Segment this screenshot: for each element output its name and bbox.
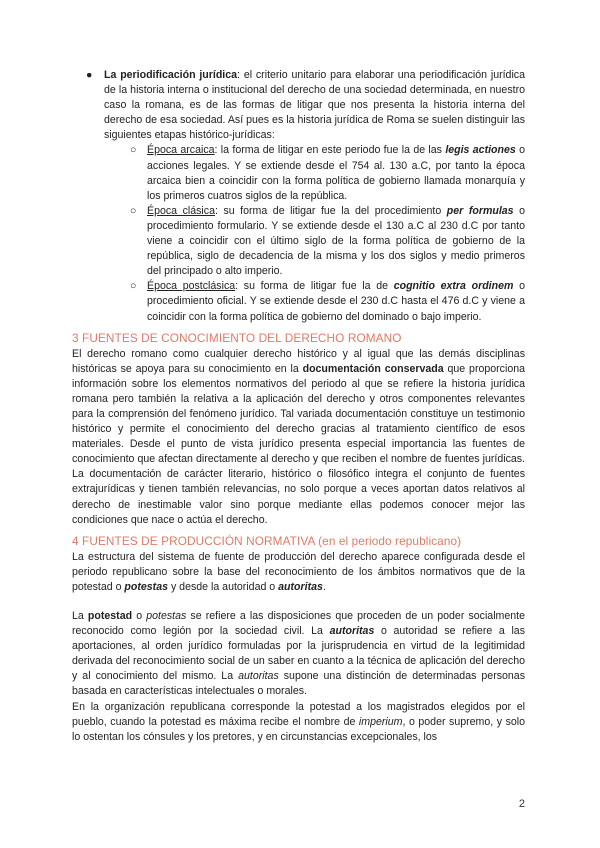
epoca-text: o procedimiento oficial. Y se extiende desde el 230 d.C hasta el 476 d.C y viene a coincidir con la forma política de gobierno del dominado o bajo imperio. (147, 280, 525, 323)
periodificacion-text: : el criterio unitario para elaborar una periodificación jurídica de la historia interna o institucional del derecho de una sociedad determinada, en nuestro caso la romana, es de las formas de litigar que nos presenta la historia interna del derecho de esa sociedad. Así pues es la historia jurídica de Roma se suelen distinguir las siguientes etapas histórico-jurídicas: (104, 69, 525, 142)
periodificacion-term: La periodificación jurídica (104, 69, 238, 81)
paragraph-gap (72, 595, 525, 609)
circle-bullet-icon: ○ (130, 144, 137, 157)
epoca-term: legis actiones (445, 144, 516, 157)
section-3-paragraph (72, 347, 525, 528)
paragraph-text: que proporciona información sobre los elementos normativos del periodo al que se refiere la historia jurídica romana pero también la relativa a la aplicación del derecho y otros componentes relevantes para la comprensión del fenómeno jurídico. Tal variada documentación constituye un testimonio histórico y permite el conocimiento del derecho gracias al tratamiento científico de esos materiales. Desde el punto de vista jurídico presenta especial importancia las fuentes de conocimiento que afectan directamente al derecho y que reciben el nombre de fuentes jurídicas. La documentación de carácter literario, histórico o filosófico integra el conjunto de fuentes extrajurídicas y tienen también relevancias, no solo porque a veces aportan datos relativos al derecho de inestimable valor sino porque mediante ellas podemos conocer mejor las condiciones que nace o actúa el derecho. (72, 362, 526, 526)
page-number: 2 (518, 798, 525, 810)
epoca-item (72, 279, 525, 324)
section-3-heading: 3 FUENTES DE CONOCIMIENTO DEL DERECHO ROMANO (72, 330, 402, 345)
epoca-text: o acciones legales. Y se extiende desde el 754 al. 130 a.C, por tanto la época arcaica bien a coincidir con la forma política de gobierno llamada monarquía y los primeros cuatros siglos de la república. (147, 144, 525, 202)
italic-term: potestas (146, 610, 187, 622)
epoca-item (72, 143, 525, 203)
epoca-text: : su forma de litigar fue la del procedimiento (214, 204, 447, 217)
paragraph-text: se refiere a las disposiciones que proceden de un poder socialmente reconocido como legión por la sociedad civil. La (72, 610, 525, 638)
paragraph-text: La (72, 610, 88, 622)
epoca-name: Época clásica (147, 204, 215, 217)
paragraph-text: o autoridad se refiere a las aportaciones, al orden jurídico formuladas por la jurisprudencia en virtud de la legitimidad derivada del reconocimiento social de un saber en cuanto a la técnica de aplicación del derecho y al conocimiento del mismo. La (72, 625, 525, 683)
bold-term: potestad (87, 610, 133, 622)
epoca-term: cognitio extra ordinem (393, 280, 514, 293)
bullet-dot-icon: ● (86, 69, 93, 81)
epoca-name: Época postclásica (147, 280, 236, 293)
epoca-text: : la forma de litigar en este periodo fue la de las (214, 144, 446, 157)
section-4-paragraph-1 (72, 550, 525, 595)
epoca-term: per formulas (446, 204, 514, 217)
paragraph-text: En la organización republicana corresponde la potestad a los magistrados elegidos por el pueblo, cuando la potestad es máxima recibe el nombre de (72, 700, 525, 728)
section-4-heading: 4 FUENTES DE PRODUCCIÓN NORMATIVA (en el periodo republicano) (72, 533, 462, 548)
paragraph-text: o (132, 610, 147, 622)
paragraph-text: y desde la autoridad o (168, 580, 279, 593)
circle-bullet-icon: ○ (130, 204, 137, 217)
document-body (72, 68, 525, 745)
epocas-list (72, 143, 525, 324)
italic-term: autoritas (238, 670, 279, 683)
epoca-item (72, 204, 525, 279)
periodificacion-bullet (72, 68, 525, 143)
paragraph-text: , o poder supremo, y solo lo ostentan los cónsules y los pretores, y en circunstancias excepcionales, los (72, 715, 526, 743)
paragraph-text: El derecho romano como cualquier derecho histórico y al igual que las demás disciplinas históricas se apoya para su conocimiento en la (72, 347, 525, 375)
paragraph-text: supone una distinción de determinadas personas basada en características intelectuales o morales. (72, 670, 525, 698)
epoca-text: o procedimiento formulario. Y se extiende desde el 130 a.C al 230 d.C por tanto viene a coincidir con el último siglo de la forma política de gobierno de la república, siglo de decadencia de la misma y los dos siglos y medio primeros del principado o alto imperio. (147, 204, 525, 278)
bold-italic-term: autoritas (278, 580, 323, 593)
italic-term: imperium (358, 715, 403, 728)
section-4-paragraph-2 (72, 609, 525, 700)
bold-italic-term: potestas (124, 580, 168, 593)
bold-italic-term: autoritas (329, 625, 375, 638)
epoca-name: Época arcaica (147, 144, 215, 157)
section-4-paragraph-3 (72, 700, 525, 745)
paragraph-text: . (322, 580, 326, 593)
bold-term: documentación conservada (302, 362, 444, 375)
epoca-text: : su forma de litigar fue la de (235, 280, 394, 293)
circle-bullet-icon: ○ (130, 280, 137, 293)
paragraph-text: La estructura del sistema de fuente de producción del derecho aparece configurada desde el periodo republicano sobre la base del reconocimiento de los ámbitos normativos que de la potestad o (72, 550, 525, 593)
